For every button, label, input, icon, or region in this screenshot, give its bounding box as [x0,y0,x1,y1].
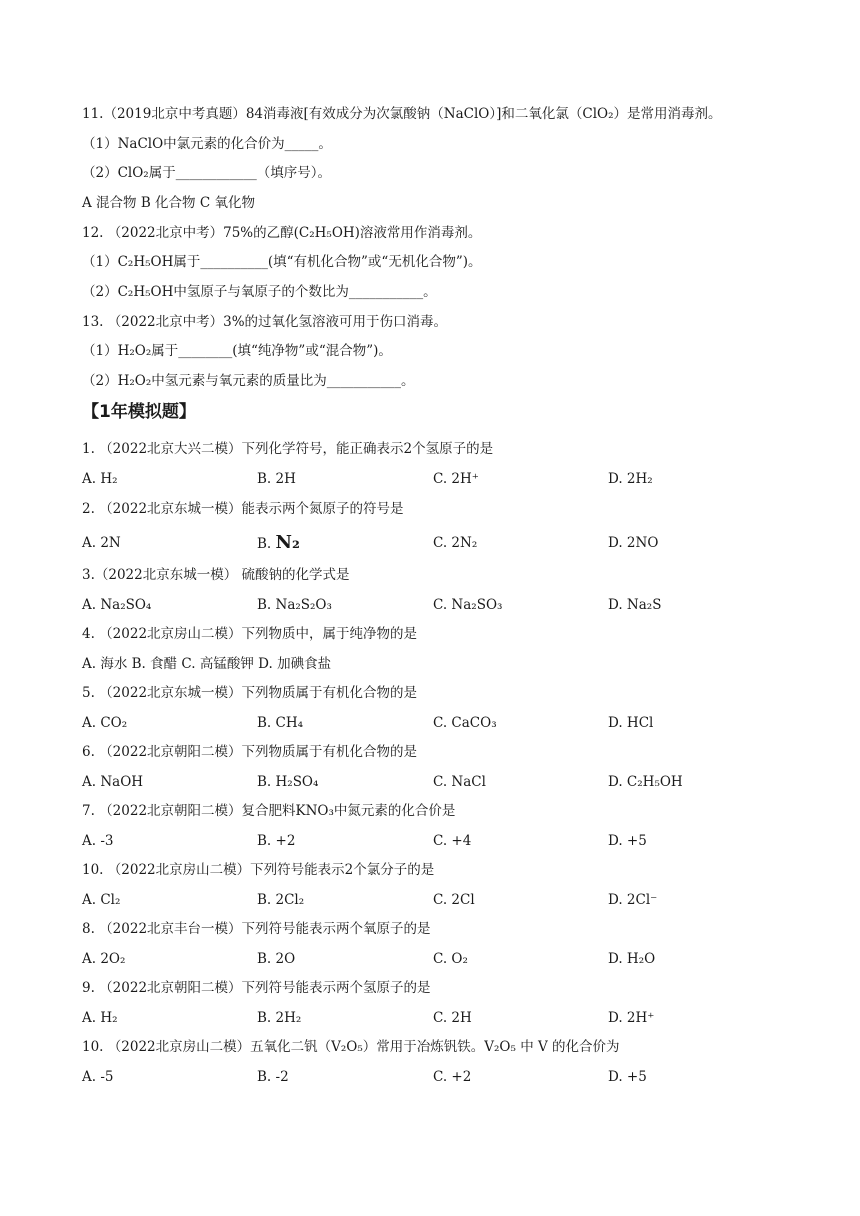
mock-q7-option-d: D. +5 [608,833,647,849]
mock-q5-stem: 5. （2022北京东城一模）下列物质属于有机化合物的是 [82,685,418,701]
mock-q8-stem: 8. （2022北京丰台一模）下列符号能表示两个氧原子的是 [82,921,431,937]
mock-q5-option-c: C. CaCO₃ [433,715,497,731]
q11-sub1: （1）NaClO中氯元素的化合价为_____。 [82,136,332,152]
q13-stem: 13. （2022北京中考）3%的过氧化氢溶液可用于伤口消毒。 [82,314,448,330]
mock-q10b-option-d: D. +5 [608,1069,647,1085]
mock-q5-option-d: D. HCl [608,715,654,731]
q13-sub2: （2）H₂O₂中氢元素与氧元素的质量比为___________。 [82,373,415,389]
mock-q10a-option-a: A. Cl₂ [82,892,121,908]
mock-q10b-option-c: C. +2 [433,1069,472,1085]
mock-q8-option-a: A. 2O₂ [82,951,126,967]
mock-q10b-option-a: A. -5 [82,1069,114,1085]
mock-q9-stem: 9. （2022北京朝阳二模）下列符号能表示两个氢原子的是 [82,980,431,996]
mock-q3-option-c: C. Na₂SO₃ [433,597,503,613]
mock-q8-option-c: C. O₂ [433,951,468,967]
mock-q7-option-b: B. +2 [257,833,296,849]
mock-q9-option-b: B. 2H₂ [257,1010,302,1026]
mock-q6-option-c: C. NaCl [433,774,486,790]
mock-q9-option-a: A. H₂ [82,1010,118,1026]
mock-q9-option-d: D. 2H⁺ [608,1010,655,1026]
mock-q2-stem: 2. （2022北京东城一模）能表示两个氮原子的符号是 [82,501,404,517]
mock-q10b-option-b: B. -2 [257,1069,289,1085]
mock-q8-option-d: D. H₂O [608,951,656,967]
mock-q2-option-b-formula: N₂ [275,532,300,553]
mock-q6-option-a: A. NaOH [82,774,144,790]
q11-sub2: （2）ClO₂属于____________（填序号）。 [82,165,331,181]
mock-q10a-stem: 10. （2022北京房山二模）下列符号能表示2个氯分子的是 [82,862,435,878]
mock-q7-option-a: A. -3 [82,833,114,849]
mock-q3-option-b: B. Na₂S₂O₃ [257,597,332,613]
q12-stem: 12. （2022北京中考）75%的乙醇(C₂H₅OH)溶液常用作消毒剂。 [82,225,482,241]
mock-q5-option-a: A. CO₂ [82,715,128,731]
mock-q2-option-a: A. 2N [82,535,121,551]
mock-q2-option-b-label: B. [257,536,276,552]
mock-q4-options: A. 海水 B. 食醋 C. 高锰酸钾 D. 加碘食盐 [82,656,332,672]
mock-q2-option-c: C. 2N₂ [433,535,478,551]
mock-q10a-option-b: B. 2Cl₂ [257,892,305,908]
mock-q7-option-c: C. +4 [433,833,472,849]
mock-q3-option-d: D. Na₂S [608,597,662,613]
mock-q6-stem: 6. （2022北京朝阳二模）下列物质属于有机化合物的是 [82,744,418,760]
mock-q1-option-b: B. 2H [257,471,296,487]
mock-q8-option-b: B. 2O [257,951,296,967]
mock-q3-option-a: A. Na₂SO₄ [82,597,152,613]
q11-options: A 混合物 B 化合物 C 氧化物 [82,195,255,211]
mock-q7-stem: 7. （2022北京朝阳二模）复合肥料KNO₃中氮元素的化合价是 [82,803,456,819]
mock-q3-stem: 3.（2022北京东城一模） 硫酸钠的化学式是 [82,567,350,583]
mock-q1-stem: 1. （2022北京大兴二模）下列化学符号，能正确表示2个氢原子的是 [82,441,494,457]
q12-sub1: （1）C₂H₅OH属于__________(填“有机化合物”或“无机化合物”)。 [82,254,482,270]
mock-q4-stem: 4. （2022北京房山二模）下列物质中，属于纯净物的是 [82,626,418,642]
mock-q9-option-c: C. 2H [433,1010,472,1026]
mock-q1-option-d: D. 2H₂ [608,471,653,487]
mock-q10b-stem: 10. （2022北京房山二模）五氧化二钒（V₂O₅）常用于冶炼钒铁。V₂O₅ 中 V 的化合价为 [82,1039,620,1055]
q11-stem: 11.（2019北京中考真题）84消毒液[有效成分为次氯酸钠（NaClO）]和二氧化氯（ClO₂）是常用消毒剂。 [82,106,722,122]
mock-q6-option-d: D. C₂H₅OH [608,774,683,790]
mock-q10a-option-d: D. 2Cl⁻ [608,892,658,908]
mock-q10a-option-c: C. 2Cl [433,892,475,908]
mock-q1-option-c: C. 2H⁺ [433,471,479,487]
mock-q2-option-b [257,534,300,553]
mock-q5-option-b: B. CH₄ [257,715,304,731]
mock-q6-option-b: B. H₂SO₄ [257,774,319,790]
q13-sub1: （1）H₂O₂属于________(填“纯净物”或“混合物”)。 [82,343,392,359]
q12-sub2: （2）C₂H₅OH中氢原子与氧原子的个数比为___________。 [82,284,437,300]
mock-q2-option-d: D. 2NO [608,535,659,551]
section-heading: 【1年模拟题】 [82,402,196,422]
mock-q1-option-a: A. H₂ [82,471,118,487]
